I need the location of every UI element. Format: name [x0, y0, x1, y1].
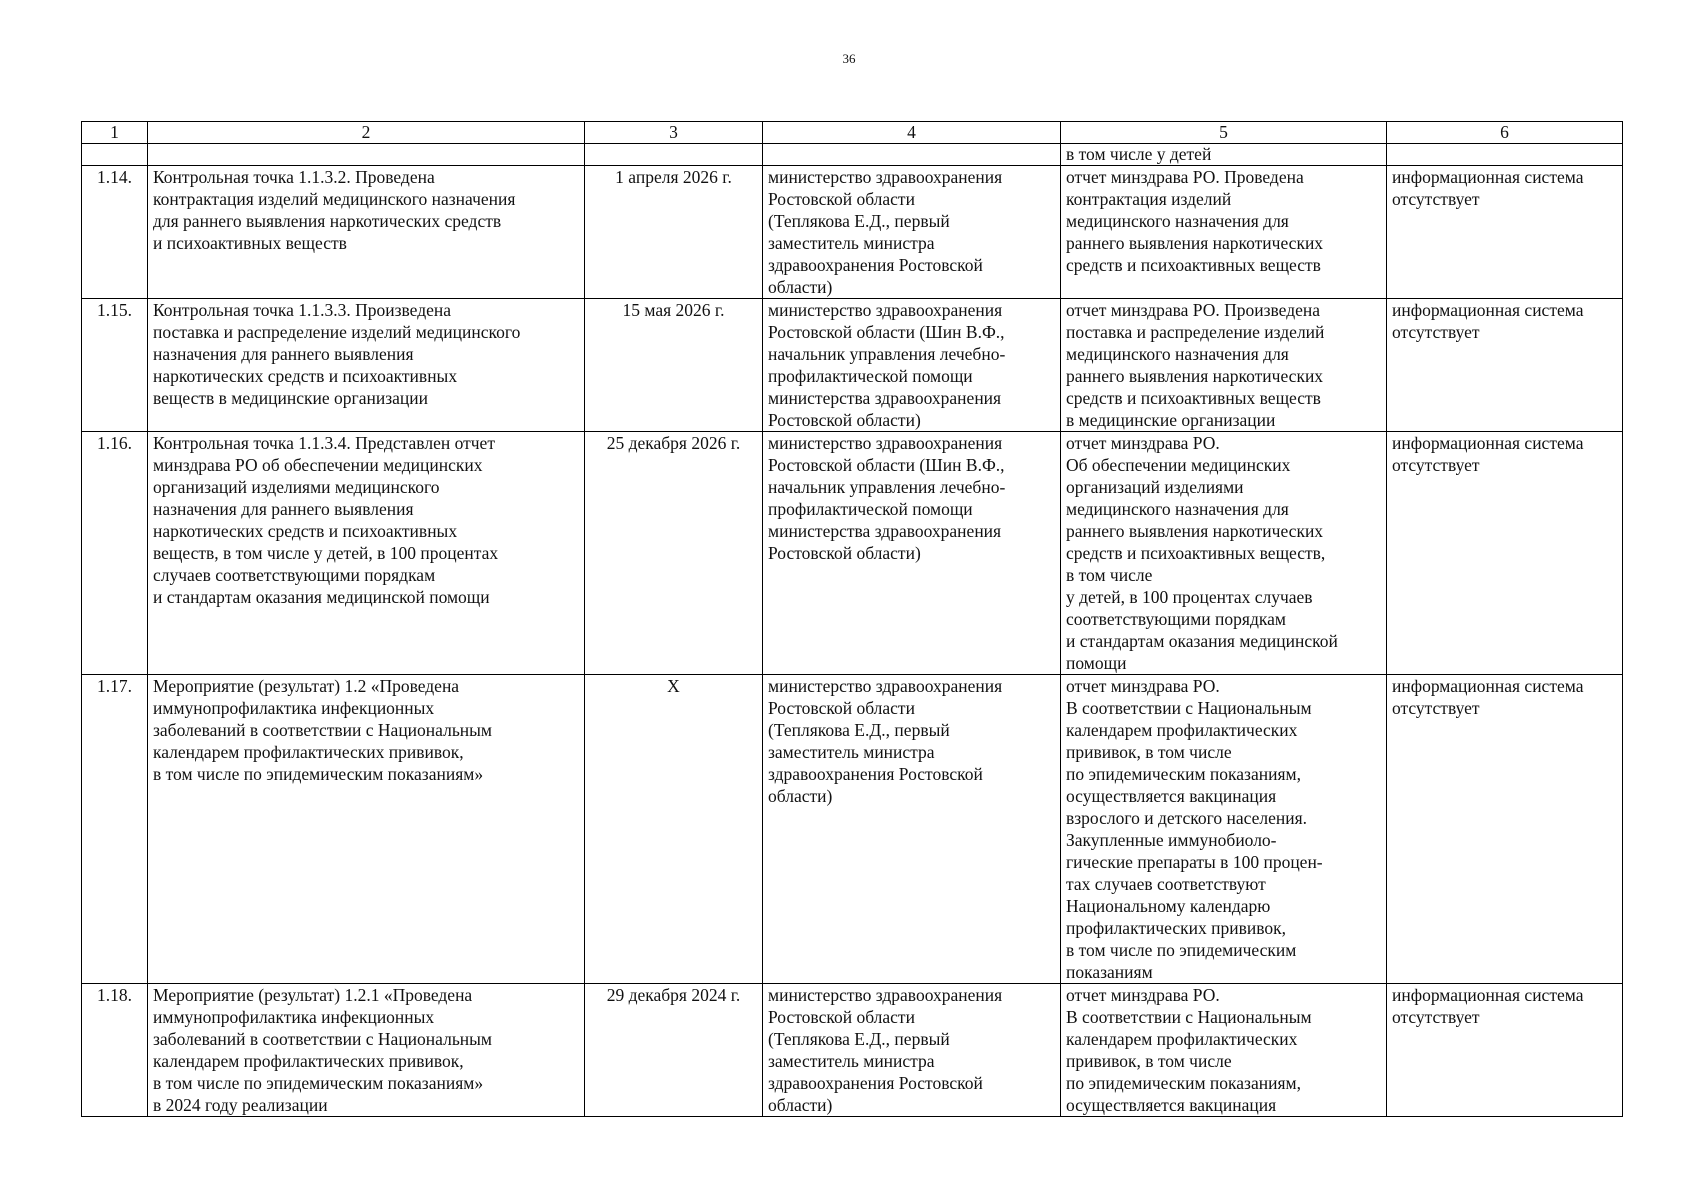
row-number: 1.14.: [82, 166, 148, 299]
plan-table: [81, 121, 1623, 1117]
column-number-row: [82, 122, 1623, 144]
row-date: Х: [585, 675, 763, 984]
column-number-1: 1: [82, 122, 148, 144]
row-date: 1 апреля 2026 г.: [585, 166, 763, 299]
row-result: отчет минздрава РО. В соответствии с Национальным календарем профилактических прививок, в том числе по эпидемическим показаниям, осуществляется вакцинация: [1061, 984, 1387, 1117]
column-number-5: 5: [1061, 122, 1387, 144]
row-responsible: министерство здравоохранения Ростовской области (Теплякова Е.Д., первый заместитель министра здравоохранения Ростовской области): [763, 984, 1061, 1117]
row-date: 29 декабря 2024 г.: [585, 984, 763, 1117]
continuation-num: [82, 144, 148, 166]
row-date: 25 декабря 2026 г.: [585, 432, 763, 675]
row-name: Контрольная точка 1.1.3.2. Проведена контрактация изделий медицинского назначения для раннего выявления наркотических средств и психоактивных веществ: [148, 166, 585, 299]
row-name: Контрольная точка 1.1.3.4. Представлен отчет минздрава РО об обеспечении медицинских организаций изделиями медицинского назначения для раннего выявления наркотических средств и психоактивных веществ, в том числе у детей, в 100 процентах случаев соответствующими порядкам и стандартам оказания медицинской помощи: [148, 432, 585, 675]
row-responsible: министерство здравоохранения Ростовской области (Шин В.Ф., начальник управления лечебно- профилактической помощи министерства здравоохранения Ростовской области): [763, 432, 1061, 675]
row-system: информационная система отсутствует: [1387, 166, 1623, 299]
table-row: [82, 166, 1623, 299]
column-number-2: 2: [148, 122, 585, 144]
row-result: отчет минздрава РО. Проведена контрактация изделий медицинского назначения для раннего выявления наркотических средств и психоактивных веществ: [1061, 166, 1387, 299]
continuation-row: [82, 144, 1623, 166]
row-number: 1.17.: [82, 675, 148, 984]
continuation-name: [148, 144, 585, 166]
row-result: отчет минздрава РО. Произведена поставка и распределение изделий медицинского назначения для раннего выявления наркотических средств и психоактивных веществ в медицинские организации: [1061, 299, 1387, 432]
row-result: отчет минздрава РО. В соответствии с Национальным календарем профилактических прививок, в том числе по эпидемическим показаниям, осуществляется вакцинация взрослого и детского населения. Закупленные иммунобиоло- гические препараты в 100 процен- тах случаев соответствуют Национальному календарю профилактических прививок, в том числе по эпидемическим показаниям: [1061, 675, 1387, 984]
row-number: 1.15.: [82, 299, 148, 432]
row-responsible: министерство здравоохранения Ростовской области (Шин В.Ф., начальник управления лечебно- профилактической помощи министерства здравоохранения Ростовской области): [763, 299, 1061, 432]
row-system: информационная система отсутствует: [1387, 675, 1623, 984]
table-row: [82, 984, 1623, 1117]
row-responsible: министерство здравоохранения Ростовской области (Теплякова Е.Д., первый заместитель министра здравоохранения Ростовской области): [763, 675, 1061, 984]
page-number: 36: [842, 51, 856, 66]
table-row: [82, 432, 1623, 675]
row-result: отчет минздрава РО. Об обеспечении медицинских организаций изделиями медицинского назначения для раннего выявления наркотических средств и психоактивных веществ, в том числе у детей, в 100 процентах случаев соответствующими порядкам и стандартам оказания медицинской помощи: [1061, 432, 1387, 675]
table-row: [82, 299, 1623, 432]
column-number-4: 4: [763, 122, 1061, 144]
table-row: [82, 675, 1623, 984]
continuation-date: [585, 144, 763, 166]
row-system: информационная система отсутствует: [1387, 432, 1623, 675]
row-number: 1.18.: [82, 984, 148, 1117]
continuation-system: [1387, 144, 1623, 166]
row-name: Мероприятие (результат) 1.2.1 «Проведена иммунопрофилактика инфекционных заболеваний в соответствии с Национальным календарем профилактических прививок, в том числе по эпидемическим показаниям» в 2024 году реализации: [148, 984, 585, 1117]
column-number-6: 6: [1387, 122, 1623, 144]
row-name: Мероприятие (результат) 1.2 «Проведена иммунопрофилактика инфекционных заболеваний в соответствии с Национальным календарем профилактических прививок, в том числе по эпидемическим показаниям»: [148, 675, 585, 984]
row-system: информационная система отсутствует: [1387, 984, 1623, 1117]
row-date: 15 мая 2026 г.: [585, 299, 763, 432]
row-name: Контрольная точка 1.1.3.3. Произведена поставка и распределение изделий медицинского назначения для раннего выявления наркотических средств и психоактивных веществ в медицинские организации: [148, 299, 585, 432]
row-system: информационная система отсутствует: [1387, 299, 1623, 432]
continuation-result: в том числе у детей: [1061, 144, 1387, 166]
column-number-3: 3: [585, 122, 763, 144]
continuation-responsible: [763, 144, 1061, 166]
row-responsible: министерство здравоохранения Ростовской области (Теплякова Е.Д., первый заместитель министра здравоохранения Ростовской области): [763, 166, 1061, 299]
row-number: 1.16.: [82, 432, 148, 675]
